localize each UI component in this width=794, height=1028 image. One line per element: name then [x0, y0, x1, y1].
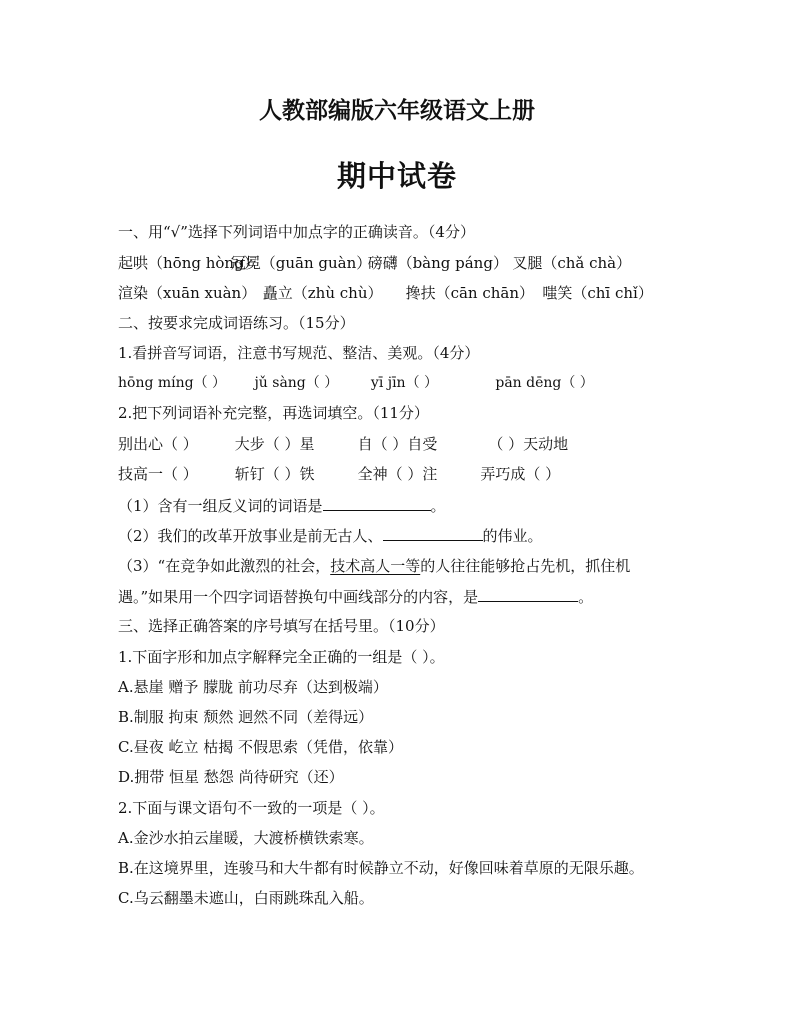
option-b: B.在这境界里，连骏马和大牛都有时候静立不动，好像回味着草原的无限乐趣。 [118, 859, 644, 877]
pinyin-item: yī jīn（ ） [370, 375, 439, 391]
option-b: B.制服 拘束 颓然 迥然不同（差得远） [118, 708, 374, 726]
sentence-text: 。 [430, 497, 446, 515]
page-subtitle: 期中试卷 [336, 159, 457, 193]
page-title: 人教部编版六年级语文上册 [259, 97, 535, 124]
sentence-text: 。 [578, 588, 594, 606]
question-3-2: 2.下面与课文语句不一致的一项是（ ）。 [118, 799, 385, 817]
pron-item: 冠冕（guān guàn） [230, 254, 372, 272]
idiom-fill-row-2 [118, 464, 758, 484]
section-1-heading: 一、用“√”选择下列词语中加点字的正确读音。（4分） [118, 223, 475, 241]
sentence-text: 的伟业。 [482, 527, 543, 545]
fill-sentence-2 [118, 525, 758, 546]
idiom-blank: 别出心（ ） [118, 435, 198, 453]
pinyin-row [118, 373, 758, 393]
answer-blank[interactable] [383, 525, 483, 541]
sentence-text: 遇。”如果用一个四字词语替换句中画线部分的内容，是 [118, 588, 479, 606]
section-3-heading: 三、选择正确答案的序号填写在括号里。（10分） [118, 617, 445, 635]
option-a: A.悬崖 赠予 朦胧 前功尽弃（达到极端） [118, 678, 388, 696]
fill-sentence-1 [118, 495, 758, 516]
idiom-blank: 全神（ ）注 [357, 465, 438, 483]
idiom-blank: 大步（ ）星 [234, 435, 315, 453]
option-d: D.拥带 恒星 愁怨 尚待研究（还） [118, 768, 344, 786]
question-2-2: 2.把下列词语补充完整，再选词填空。（11分） [118, 404, 429, 422]
pronunciation-row-2 [118, 283, 758, 303]
option-a: A.金沙水拍云崖暖，大渡桥横铁索寒。 [118, 829, 374, 847]
idiom-blank: （ ）天动地 [488, 435, 569, 453]
pron-item: 磅礴（bàng páng） [367, 254, 508, 272]
idiom-blank: 技高一（ ） [118, 465, 198, 483]
fill-sentence-3 [118, 556, 758, 576]
answer-blank[interactable] [323, 495, 431, 511]
sentence-text: 的人往往能够抢占先机，抓住机 [420, 557, 631, 575]
question-3-1: 1.下面字形和加点字解释完全正确的一组是（ ）。 [118, 648, 445, 666]
answer-blank[interactable] [478, 586, 578, 602]
sentence-text: （2）我们的改革开放事业是前无古人、 [118, 527, 383, 545]
section-2-heading: 二、按要求完成词语练习。（15分） [118, 314, 355, 332]
pron-item: 矗立（zhù chù） [262, 284, 383, 302]
pinyin-item: jǔ sàng（ ） [254, 375, 339, 391]
pronunciation-row-1 [118, 253, 758, 273]
pron-item: 叉腿（chǎ chà） [512, 254, 632, 272]
idiom-blank: 斩钉（ ）铁 [234, 465, 315, 483]
option-c: C.乌云翻墨未遮山，白雨跳珠乱入船。 [118, 889, 374, 907]
pron-item: 搀扶（cān chān） [405, 284, 535, 302]
idiom-fill-row-1 [118, 434, 758, 454]
underlined-phrase: 技术高人一等 [330, 557, 421, 575]
pron-item: 起哄（hōng hòng） [118, 254, 259, 272]
pinyin-item: hōng míng（ ） [118, 375, 227, 391]
sentence-text: （3）“在竞争如此激烈的社会， [118, 557, 331, 575]
pron-item: 嗤笑（chī chǐ） [542, 284, 653, 302]
sentence-text: （1）含有一组反义词的词语是 [118, 497, 323, 515]
option-c: C.昼夜 屹立 枯揭 不假思索（凭借，依靠） [118, 738, 404, 756]
idiom-blank: 自（ ）自受 [357, 435, 438, 453]
pinyin-item: pān dēng（ ） [495, 375, 594, 391]
idiom-blank: 弄巧成（ ） [480, 465, 561, 483]
pron-item: 渲染（xuān xuàn） [118, 284, 257, 302]
fill-sentence-3-cont [118, 586, 758, 607]
question-2-1: 1.看拼音写词语，注意书写规范、整洁、美观。（4分） [118, 344, 480, 362]
